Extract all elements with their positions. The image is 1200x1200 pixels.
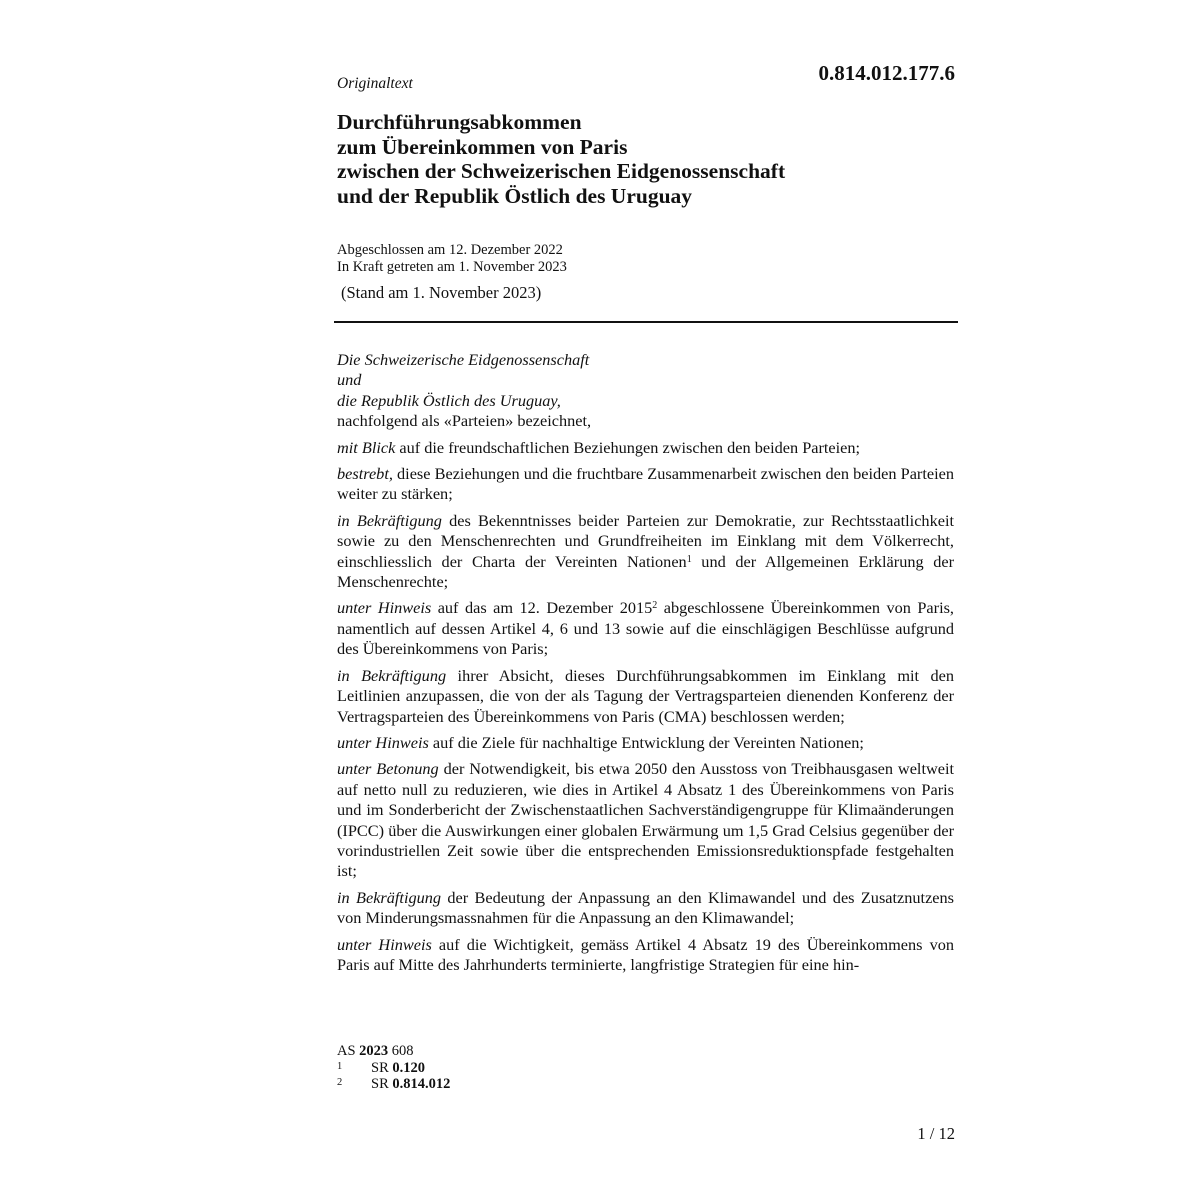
official-collection-reference <box>337 1043 737 1060</box>
clause-text: auf das am 12. Dezember 2015 <box>431 598 653 618</box>
document-title <box>337 110 957 208</box>
footnote-number: 1 <box>337 1061 343 1072</box>
preamble-clause <box>337 929 954 976</box>
clause-lead: in Bekräftigung <box>337 665 447 685</box>
clause-text: der Bedeutung der Anpassung an den Klimawandel und des Zusatznutzens von Minderungsmassnahmen für die Anpassung an den Klimawandel; <box>337 887 954 928</box>
clause-text: auf die Wichtigkeit, gemäss Artikel 4 Absatz 19 des Übereinkommens von Paris auf Mitte des Jahrhunderts terminierte, langfristige Strategien für eine hin- <box>337 934 954 974</box>
parties-block <box>337 350 954 432</box>
clause-text: ihrer Absicht, dieses Durchführungsabkommen im Einklang mit den Leitlinien anzupassen, die von der als Tagung der Vertragsparteien dienenden Konferenz der Vertragsparteien des Übereinkommens von Paris (CMA) beschlossen werden; <box>337 665 954 726</box>
preamble-clause <box>337 727 954 753</box>
clause-text: des Bekenntnisses beider Parteien zur Demokratie, zur Rechtsstaatlichkeit sowie zu den Menschenrechten und Grundfreiheiten im Einklang mit dem Völkerrecht, einschliesslich der Charta der Vereinten Nationen <box>337 510 954 571</box>
footnote-item <box>337 1060 737 1076</box>
footnote-item <box>337 1076 737 1092</box>
clause-lead: unter Hinweis <box>337 934 432 954</box>
party-2: die Republik Östlich des Uruguay, <box>337 390 561 410</box>
clause-text: auf die Ziele für nachhaltige Entwicklung der Vereinten Nationen; <box>428 732 864 752</box>
footnote-text <box>371 1076 450 1093</box>
clause-lead: unter Betonung <box>337 759 439 779</box>
sr-number: 0.814.012.177.6 <box>818 61 955 85</box>
preamble-clause <box>337 505 954 593</box>
footnote-ref[interactable]: 0.814.012 <box>392 1076 451 1092</box>
footnote-text <box>371 1060 425 1077</box>
concluded-date: Abgeschlossen am 12. Dezember 2022 <box>337 242 563 258</box>
footnote-marker[interactable]: 1 <box>686 553 692 565</box>
preamble <box>337 350 954 975</box>
preamble-clause <box>337 882 954 929</box>
as-year: 2023 <box>359 1043 389 1059</box>
preamble-clause <box>337 660 954 727</box>
preamble-clause <box>337 458 954 505</box>
footnote-number: 2 <box>337 1077 343 1088</box>
as-prefix: AS <box>337 1043 356 1059</box>
footnote-prefix: SR <box>371 1060 389 1076</box>
preamble-clause <box>337 592 954 659</box>
footnote-marker[interactable]: 2 <box>652 600 658 612</box>
title-line: zum Übereinkommen von Paris <box>337 134 628 159</box>
preamble-clause <box>337 432 954 458</box>
title-line: zwischen der Schweizerischen Eidgenossenschaft <box>337 159 786 183</box>
clause-text: diese Beziehungen und die fruchtbare Zusammenarbeit zwischen den beiden Parteien weiter zu stärken; <box>337 464 954 504</box>
clause-lead: bestrebt, <box>337 464 393 484</box>
footnote-ref[interactable]: 0.120 <box>392 1060 425 1076</box>
clause-lead: unter Hinweis <box>337 598 432 618</box>
party-conjunction: und <box>337 370 362 390</box>
in-force-date: In Kraft getreten am 1. November 2023 <box>337 259 567 275</box>
party-designation: nachfolgend als «Parteien» bezeichnet, <box>337 411 592 431</box>
footnote-prefix: SR <box>371 1076 389 1092</box>
clause-text: und der Allgemeinen Erklärung der Menschenrechte; <box>337 551 954 592</box>
footnotes <box>337 1043 737 1092</box>
page-number: 1 / 12 <box>917 1124 955 1143</box>
party-1: Die Schweizerische Eidgenossenschaft <box>337 350 590 369</box>
status-date: (Stand am 1. November 2023) <box>341 283 542 302</box>
clause-text: der Notwendigkeit, bis etwa 2050 den Ausstoss von Treibhausgasen weltweit auf netto null zu reduzieren, wie dies in Artikel 4 Absatz 1 des Übereinkommens von Paris und im Sonderbericht der Zwischenstaatlichen Sachverständigengruppe für Klimaänderungen (IPCC) über die Auswirkungen einer globalen Erwärmung um 1,5 Grad Celsius gegenüber der vorindustriellen Zeit sowie über die entsprechenden Emissionsreduktionspfade festgehalten ist; <box>337 759 954 881</box>
date-info <box>337 242 567 276</box>
preamble-clause <box>337 753 954 881</box>
as-page: 608 <box>391 1043 414 1059</box>
original-text-label: Originaltext <box>337 75 413 92</box>
title-line: Durchführungsabkommen <box>337 110 582 134</box>
clause-lead: in Bekräftigung <box>337 510 442 530</box>
header-divider <box>334 321 958 323</box>
clause-lead: in Bekräftigung <box>337 887 442 907</box>
clause-lead: unter Hinweis <box>337 732 429 752</box>
clause-lead: mit Blick <box>337 437 396 457</box>
title-line: und der Republik Östlich des Uruguay <box>337 183 693 208</box>
clause-text: abgeschlossene Übereinkommen von Paris, namentlich auf dessen Artikel 4, 6 und 13 sowie auf die einschlägigen Beschlüsse aufgrund des Übereinkommens von Paris; <box>337 598 955 659</box>
clause-text: auf die freundschaftlichen Beziehungen zwischen den beiden Parteien; <box>395 437 861 457</box>
